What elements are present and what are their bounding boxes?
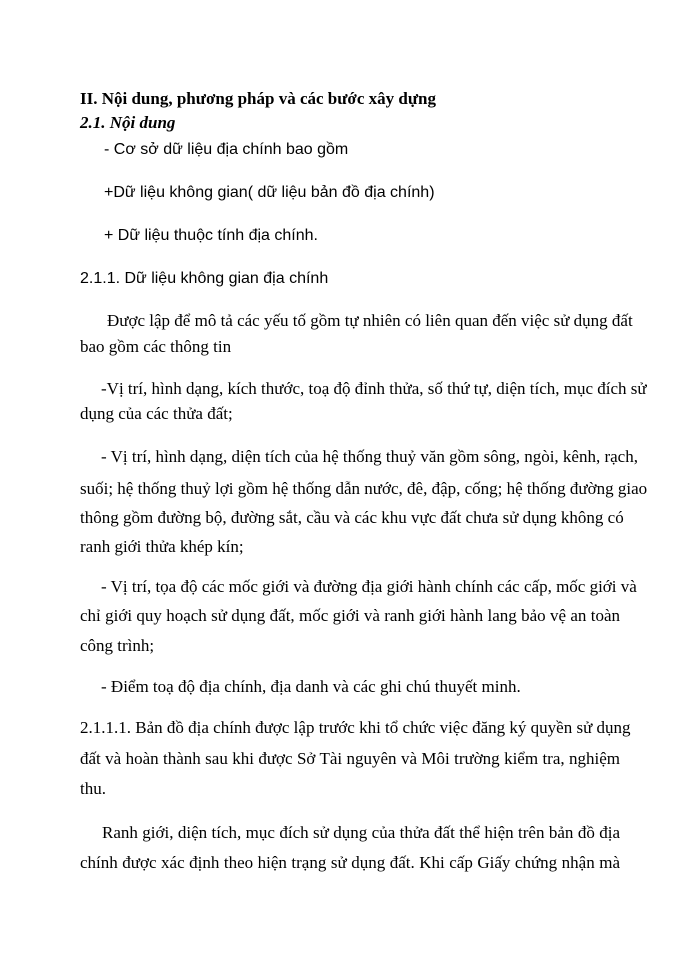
text-line: chính được xác định theo hiện trạng sử dụng đất. Khi cấp Giấy chứng nhận mà [80,853,620,872]
text-line: chỉ giới quy hoạch sử dụng đất, mốc giới và ranh giới hành lang bảo vệ an toàn [80,606,620,625]
text-line: - Điểm toạ độ địa chính, địa danh và các ghi chú thuyết minh. [101,677,521,696]
text-line: ranh giới thửa khép kín; [80,537,244,556]
text-line: - Vị trí, tọa độ các mốc giới và đường địa giới hành chính các cấp, mốc giới và [101,577,637,596]
text-line: công trình; [80,636,155,655]
text-line: thu. [80,779,106,798]
text-line: - Vị trí, hình dạng, diện tích của hệ thống thuỷ văn gồm sông, ngòi, kênh, rạch, [101,447,638,466]
text-line: +Dữ liệu không gian( dữ liệu bản đồ địa chính) [104,184,435,201]
text-line: đất và hoàn thành sau khi được Sở Tài nguyên và Môi trường kiểm tra, nghiệm [80,749,620,768]
text-line: - Cơ sở dữ liệu địa chính bao gồm [104,141,349,158]
text-line: Ranh giới, diện tích, mục đích sử dụng của thửa đất thể hiện trên bản đồ địa [102,823,620,842]
text-line: + Dữ liệu thuộc tính địa chính. [104,227,318,244]
subsection-heading: 2.1. Nội dung [80,113,176,132]
text-line: Được lập để mô tả các yếu tố gồm tự nhiên có liên quan đến việc sử dụng đất [107,311,633,330]
text-line: bao gồm các thông tin [80,337,232,356]
section-heading: II. Nội dung, phương pháp và các bước xây dựng [80,89,437,108]
text-line: suối; hệ thống thuỷ lợi gồm hệ thống dẫn nước, đê, đập, cống; hệ thống đường giao [80,479,648,498]
text-line: -Vị trí, hình dạng, kích thước, toạ độ đỉnh thửa, số thứ tự, diện tích, mục đích sử [101,379,647,398]
text-line: 2.1.1.1. Bản đồ địa chính được lập trước khi tổ chức việc đăng ký quyền sử dụng [80,718,631,737]
text-line: thông gồm đường bộ, đường sắt, cầu và các khu vực đất chưa sử dụng không có [80,508,624,527]
text-line: dụng của các thửa đất; [80,404,233,423]
text-line: 2.1.1. Dữ liệu không gian địa chính [80,270,329,287]
